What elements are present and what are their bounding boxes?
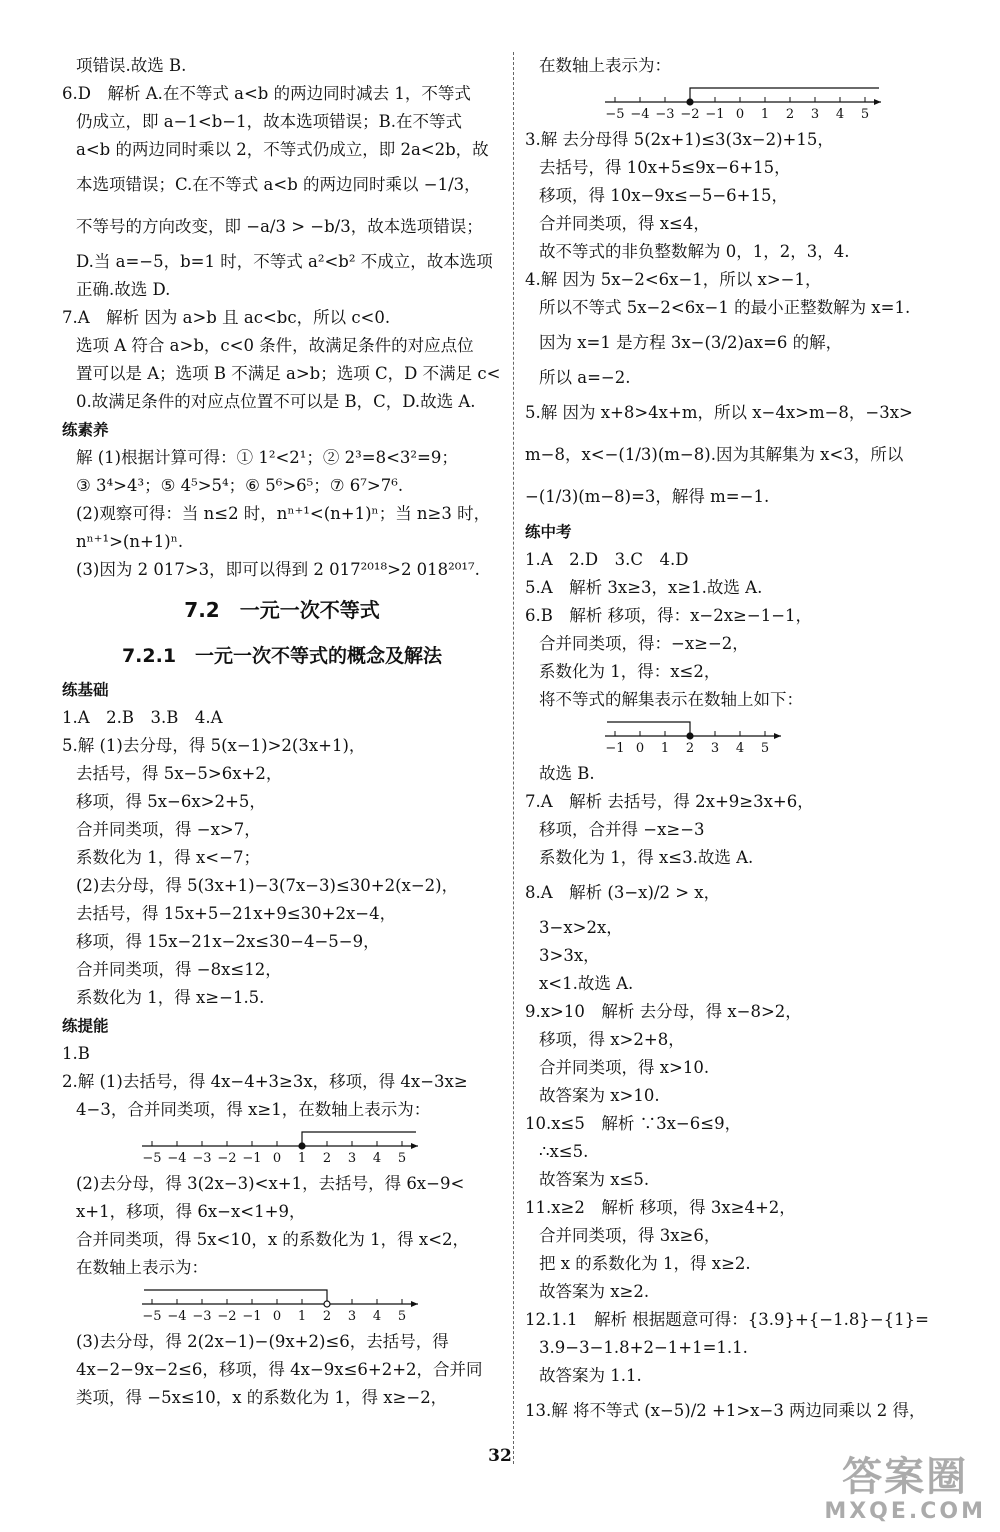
number-line bbox=[62, 1282, 502, 1328]
tick-label: −3 bbox=[192, 1309, 212, 1324]
text-line: 去括号，得 5x−5>6x+2， bbox=[76, 764, 283, 783]
page-number: 32 bbox=[488, 1446, 512, 1466]
text-line: 合并同类项，得 −x>7， bbox=[76, 820, 261, 839]
axis-arrow bbox=[411, 1143, 418, 1149]
text-line: 移项，得 x>2+8， bbox=[539, 1030, 685, 1049]
text-line: 1.A 2.B 3.B 4.A bbox=[62, 708, 223, 727]
text-line: 4x−2−9x−2≤6，移项，得 4x−9x≤6+2+2，合并同 bbox=[76, 1360, 483, 1379]
text-line: 8.A 解析 (3−x)/2 > x， bbox=[525, 883, 721, 902]
text-line: 7.A 解析 因为 a>b 且 ac<bc，所以 c<0. bbox=[62, 308, 391, 327]
text-line: x+1，移项，得 6x−x<1+9， bbox=[76, 1202, 306, 1221]
tick-label: 4 bbox=[835, 107, 845, 122]
tick-label: 5 bbox=[860, 107, 870, 122]
text-line: (3)去分母，得 2(2x−1)−(9x+2)≤6，去括号，得 bbox=[76, 1332, 449, 1351]
left-column bbox=[62, 52, 502, 1412]
text-line: 去括号，得 15x+5−21x+9≤30+2x−4， bbox=[76, 904, 397, 923]
text-line: 移项，得 10x−9x≤−5−6+15， bbox=[539, 186, 788, 205]
solution-ray bbox=[144, 1290, 327, 1304]
tick-label: −1 bbox=[242, 1151, 262, 1166]
text-line: −(1/3)(m−8)=3，解得 m=−1. bbox=[525, 487, 770, 506]
tick-label: −4 bbox=[630, 107, 650, 122]
tick-label: 3 bbox=[710, 741, 720, 756]
tick-label: 3 bbox=[347, 1151, 357, 1166]
text-line: 项错误.故选 B. bbox=[76, 56, 187, 75]
tick-label: 3 bbox=[347, 1309, 357, 1324]
tick-label: 4 bbox=[372, 1151, 382, 1166]
tick-label: 0 bbox=[272, 1309, 282, 1324]
tick-label: −1 bbox=[705, 107, 725, 122]
right-column bbox=[525, 52, 970, 1432]
text-line: 合并同类项，得 x>10. bbox=[539, 1058, 710, 1077]
text-line: 合并同类项，得 3x≥6， bbox=[539, 1226, 721, 1245]
tick-label: 0 bbox=[735, 107, 745, 122]
tick-label: 1 bbox=[760, 107, 770, 122]
text-line: D.当 a=−5，b=1 时，不等式 a²<b² 不成立，故本选项 bbox=[76, 252, 493, 271]
text-line: 所以 a=−2. bbox=[539, 368, 631, 387]
text-line: 移项，合并得 −x≥−3 bbox=[539, 820, 705, 839]
tick-label: 4 bbox=[735, 741, 745, 756]
tick-label: −5 bbox=[142, 1151, 162, 1166]
tick-label: 3 bbox=[810, 107, 820, 122]
axis-arrow bbox=[874, 99, 881, 105]
text-line: 3>3x， bbox=[539, 946, 600, 965]
text-line: 系数化为 1，得 x<−7； bbox=[76, 848, 260, 867]
tick-label: −2 bbox=[217, 1309, 237, 1324]
axis-arrow bbox=[411, 1301, 418, 1307]
text-line: 4.解 因为 5x−2<6x−1，所以 x>−1， bbox=[525, 270, 822, 289]
tick-label: 5 bbox=[397, 1151, 407, 1166]
tick-label: 4 bbox=[372, 1309, 382, 1324]
column-divider bbox=[513, 52, 514, 1464]
tick-label: −4 bbox=[167, 1151, 187, 1166]
closed-point bbox=[687, 99, 693, 105]
text-line: 将不等式的解集表示在数轴上如下： bbox=[539, 690, 803, 709]
tick-label: −1 bbox=[242, 1309, 262, 1324]
tick-label: −1 bbox=[605, 741, 625, 756]
text-line: 在数轴上表示为： bbox=[76, 1258, 208, 1277]
tick-label: 0 bbox=[635, 741, 645, 756]
text-line: 5.解 因为 x+8>4x+m，所以 x−4x>m−8，−3x> bbox=[525, 403, 913, 422]
text-line: 系数化为 1，得 x≤3.故选 A. bbox=[539, 848, 754, 867]
text-line: 13.解 将不等式 (x−5)/2 +1>x−3 两边同乘以 2 得， bbox=[525, 1401, 926, 1420]
text-line: 6.B 解析 移项，得：x−2x≥−1−1， bbox=[525, 606, 813, 625]
subsection-title: 7.2.1 一元一次不等式的概念及解法 bbox=[121, 645, 443, 667]
text-line: 1.A 2.D 3.C 4.D bbox=[525, 550, 689, 569]
text-line: 正确.故选 D. bbox=[76, 280, 171, 299]
section-heading: 练基础 bbox=[62, 681, 109, 699]
number-line bbox=[62, 1124, 502, 1170]
text-line: 去括号，得 10x+5≤9x−6+15， bbox=[539, 158, 791, 177]
text-line: 5.解 (1)去分母，得 5(x−1)>2(3x+1)， bbox=[62, 736, 366, 755]
text-line: 解 (1)根据计算可得：① 1²<2¹；② 2³=8<3²=9； bbox=[76, 448, 458, 467]
text-line: 系数化为 1，得 x≥−1.5. bbox=[76, 988, 265, 1007]
number-line bbox=[525, 80, 970, 126]
text-line: 故答案为 1.1. bbox=[539, 1366, 642, 1385]
text-line: 选项 A 符合 a>b，c<0 条件，故满足条件的对应点位 bbox=[76, 336, 474, 355]
tick-label: −5 bbox=[142, 1309, 162, 1324]
watermark-url: MXQE.COM bbox=[824, 1499, 986, 1524]
text-line: 仍成立，即 a−1<b−1，故本选项错误；B.在不等式 bbox=[76, 112, 462, 131]
text-line: (2)观察可得：当 n≤2 时，nⁿ⁺¹<(n+1)ⁿ；当 n≥3 时， bbox=[76, 504, 491, 523]
text-line: 故选 B. bbox=[539, 764, 595, 783]
text-line: 3−x>2x， bbox=[539, 918, 623, 937]
text-line: 3.9−3−1.8+2−1+1=1.1. bbox=[539, 1338, 748, 1357]
text-line: 合并同类项，得：−x≥−2， bbox=[539, 634, 749, 653]
tick-label: −3 bbox=[655, 107, 675, 122]
section-heading: 练中考 bbox=[525, 523, 572, 541]
text-line: 所以不等式 5x−2<6x−1 的最小正整数解为 x=1. bbox=[539, 298, 911, 317]
text-line: 类项，得 −5x≤10，x 的系数化为 1，得 x≥−2， bbox=[76, 1388, 448, 1407]
tick-label: −4 bbox=[167, 1309, 187, 1324]
text-line: nⁿ⁺¹>(n+1)ⁿ. bbox=[76, 532, 184, 551]
text-line: (3)因为 2 017>3，即可以得到 2 017²⁰¹⁸>2 018²⁰¹⁷. bbox=[76, 560, 480, 579]
text-line: 7.A 解析 去括号，得 2x+9≥3x+6， bbox=[525, 792, 814, 811]
text-line: 系数化为 1，得：x≤2， bbox=[539, 662, 721, 681]
tick-label: 5 bbox=[397, 1309, 407, 1324]
section-heading: 练素养 bbox=[62, 421, 109, 439]
solution-ray bbox=[690, 88, 879, 102]
text-line: 9.x>10 解析 去分母，得 x−8>2， bbox=[525, 1002, 802, 1021]
text-line: (2)去分母，得 3(2x−3)<x+1，去括号，得 6x−9< bbox=[76, 1174, 465, 1193]
text-line: 因为 x=1 是方程 3x−(3/2)ax=6 的解， bbox=[539, 333, 843, 352]
text-line: 10.x≤5 解析 ∵3x−6≤9， bbox=[525, 1114, 742, 1133]
text-line: 本选项错误；C.在不等式 a<b 的两边同时乘以 −1/3， bbox=[76, 175, 481, 194]
axis-arrow bbox=[774, 733, 781, 739]
closed-point bbox=[687, 733, 693, 739]
solution-ray bbox=[302, 1132, 416, 1146]
text-line: ∴x≤5. bbox=[539, 1142, 589, 1161]
text-line: 5.A 解析 3x≥3，x≥1.故选 A. bbox=[525, 578, 763, 597]
text-line: 置可以是 A；选项 B 不满足 a>b；选项 C，D 不满足 c< bbox=[76, 364, 501, 383]
tick-label: 1 bbox=[297, 1309, 307, 1324]
text-line: 故答案为 x≥2. bbox=[539, 1282, 650, 1301]
tick-label: 2 bbox=[322, 1309, 332, 1324]
text-line: (2)去分母，得 5(3x+1)−3(7x−3)≤30+2(x−2)， bbox=[76, 876, 459, 895]
text-line: 合并同类项，得 x≤4， bbox=[539, 214, 710, 233]
text-line: m−8，x<−(1/3)(m−8).因为其解集为 x<3，所以 bbox=[525, 445, 904, 464]
solution-ray bbox=[607, 722, 690, 736]
text-line: 故答案为 x>10. bbox=[539, 1086, 660, 1105]
text-line: 3.解 去分母得 5(2x+1)≤3(3x−2)+15， bbox=[525, 130, 834, 149]
watermark-title: 答案圈 bbox=[842, 1454, 969, 1500]
tick-label: −2 bbox=[217, 1151, 237, 1166]
tick-label: 2 bbox=[785, 107, 795, 122]
text-line: 把 x 的系数化为 1，得 x≥2. bbox=[539, 1254, 751, 1273]
watermark-logo bbox=[824, 1455, 986, 1524]
text-line: a<b 的两边同时乘以 2，不等式仍成立，即 2a<2b，故 bbox=[76, 140, 489, 159]
chapter-title: 7.2 一元一次不等式 bbox=[184, 598, 380, 622]
text-line: 1.B bbox=[62, 1044, 90, 1063]
text-line: 11.x≥2 解析 移项，得 3x≥4+2， bbox=[525, 1198, 796, 1217]
closed-point bbox=[299, 1143, 305, 1149]
text-line: 故答案为 x≤5. bbox=[539, 1170, 650, 1189]
tick-label: −2 bbox=[680, 107, 700, 122]
tick-label: 1 bbox=[297, 1151, 307, 1166]
text-line: x<1.故选 A. bbox=[539, 974, 634, 993]
text-line: 6.D 解析 A.在不等式 a<b 的两边同时减去 1，不等式 bbox=[62, 84, 471, 103]
text-line: 在数轴上表示为： bbox=[539, 56, 671, 75]
tick-label: 0 bbox=[272, 1151, 282, 1166]
tick-label: 5 bbox=[760, 741, 770, 756]
tick-label: −5 bbox=[605, 107, 625, 122]
text-line: 故不等式的非负整数解为 0，1，2，3，4. bbox=[539, 242, 850, 261]
tick-label: 1 bbox=[660, 741, 670, 756]
text-line: 0.故满足条件的对应点位置不可以是 B，C，D.故选 A. bbox=[76, 392, 476, 411]
text-line: 4−3，合并同类项，得 x≥1，在数轴上表示为： bbox=[76, 1100, 431, 1119]
text-line: 合并同类项，得 5x<10，x 的系数化为 1，得 x<2， bbox=[76, 1230, 470, 1249]
section-heading: 练提能 bbox=[62, 1017, 109, 1035]
open-point bbox=[324, 1301, 330, 1307]
text-line: 合并同类项，得 −8x≤12， bbox=[76, 960, 282, 979]
tick-label: −3 bbox=[192, 1151, 212, 1166]
tick-label: 2 bbox=[685, 741, 695, 756]
text-line: 不等号的方向改变，即 −a/3 > −b/3，故本选项错误； bbox=[76, 217, 483, 236]
number-line bbox=[525, 714, 970, 760]
tick-label: 2 bbox=[322, 1151, 332, 1166]
text-line: 2.解 (1)去括号，得 4x−4+3≥3x，移项，得 4x−3x≥ bbox=[62, 1072, 468, 1091]
text-line: 移项，得 15x−21x−2x≤30−4−5−9， bbox=[76, 932, 380, 951]
text-line: 12.1.1 解析 根据题意可得：{3.9}+{−1.8}−{1}= bbox=[525, 1310, 929, 1329]
text-line: ③ 3⁴>4³；⑤ 4⁵>5⁴；⑥ 5⁶>6⁵；⑦ 6⁷>7⁶. bbox=[76, 476, 404, 495]
text-line: 移项，得 5x−6x>2+5， bbox=[76, 792, 266, 811]
